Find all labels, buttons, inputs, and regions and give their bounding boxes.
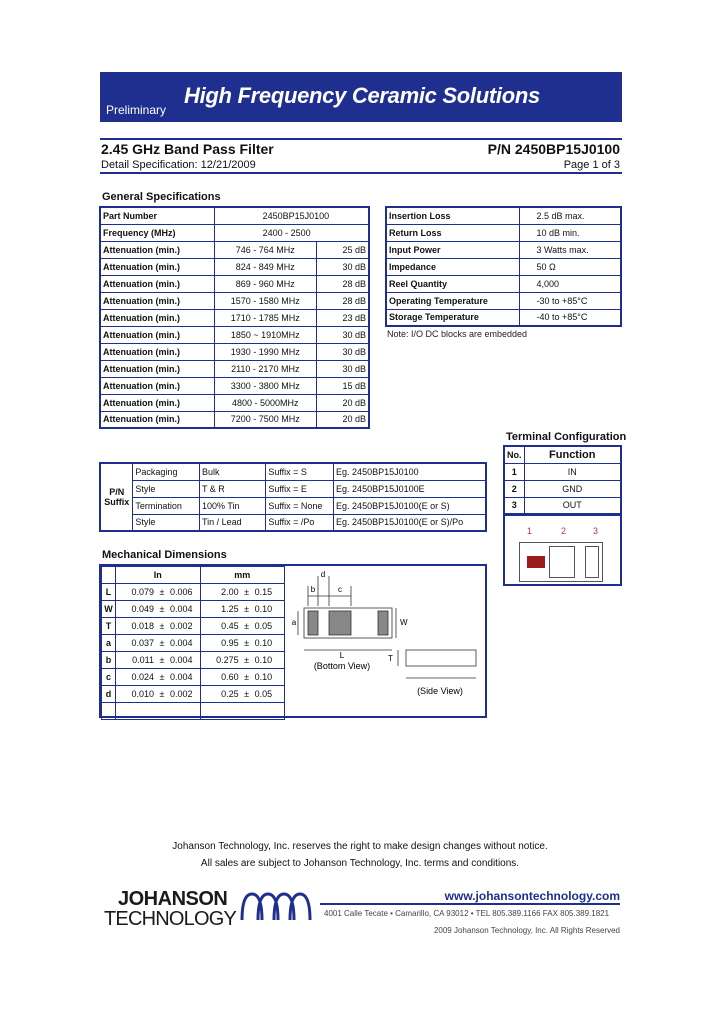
spec-label: Insertion Loss — [386, 207, 520, 224]
plus-minus: ± — [244, 621, 250, 631]
table-row — [100, 480, 486, 497]
dim-label-c: c — [338, 585, 342, 594]
spec-label: Attenuation (min.) — [100, 394, 214, 411]
dim-label-w: W — [400, 618, 408, 627]
dim-tolerance: 0.10 — [254, 604, 273, 614]
terminal-function: OUT — [524, 497, 621, 514]
spec-value: 2450BP15J0100 — [214, 207, 369, 224]
dim-key: L — [102, 584, 116, 601]
spec-value: 4,000 — [520, 275, 621, 292]
dim-tolerance: 0.05 — [254, 621, 273, 631]
suffix-label: Suffix — [104, 497, 130, 507]
pn-label: P/N — [109, 487, 125, 497]
table-row — [100, 224, 369, 241]
spec-value: 746 - 764 MHz — [214, 241, 316, 258]
spec-unit: 20 dB — [316, 394, 369, 411]
spec-label: Storage Temperature — [386, 309, 520, 326]
dim-inch — [115, 618, 200, 635]
spec-value: 869 - 960 MHz — [214, 275, 316, 292]
dim-mm — [200, 635, 284, 652]
table-row — [100, 394, 369, 411]
suffix-code: Suffix = None — [266, 497, 334, 514]
terminal-diagram-box — [503, 514, 622, 586]
table-row — [100, 326, 369, 343]
dim-inch — [115, 669, 200, 686]
terminal-header-no: No. — [504, 446, 524, 463]
spec-label: Part Number — [100, 207, 214, 224]
footer-rule — [320, 903, 620, 905]
spec-value: 3 Watts max. — [520, 241, 621, 258]
dim-value: 0.95 — [221, 638, 239, 648]
logo-johanson: JOHANSON — [118, 888, 228, 910]
terminal-header-function: Function — [524, 446, 621, 463]
plus-minus: ± — [244, 604, 250, 614]
dim-mm — [200, 652, 284, 669]
website-link[interactable]: www.johansontechnology.com — [444, 889, 620, 903]
plus-minus: ± — [159, 621, 165, 631]
dim-mm — [200, 601, 284, 618]
suffix-example: Eg. 2450BP15J0100 — [334, 463, 486, 480]
dim-value: 0.010 — [131, 689, 154, 699]
spec-value: 1570 - 1580 MHz — [214, 292, 316, 309]
spec-label: Attenuation (min.) — [100, 411, 214, 428]
dim-tolerance: 0.05 — [254, 689, 273, 699]
spec-value: 2110 - 2170 MHz — [214, 360, 316, 377]
dim-label-t: T — [388, 654, 393, 663]
suffix-example: Eg. 2450BP15J0100(E or S) — [334, 497, 486, 514]
table-row — [102, 669, 285, 686]
dim-inch — [115, 652, 200, 669]
spec-label: Attenuation (min.) — [100, 326, 214, 343]
spec-value: 7200 - 7500 MHz — [214, 411, 316, 428]
spec-label: Impedance — [386, 258, 520, 275]
dim-key: W — [102, 601, 116, 618]
table-row — [100, 258, 369, 275]
table-row — [102, 618, 285, 635]
general-spec-title: General Specifications — [102, 191, 221, 203]
spec-label: Operating Temperature — [386, 292, 520, 309]
terminal-function: IN — [524, 463, 621, 480]
suffix-category: Packaging — [133, 463, 200, 480]
part-number: P/N 2450BP15J0100 — [487, 141, 620, 157]
spec-value: 50 Ω — [520, 258, 621, 275]
disclaimer-line1: Johanson Technology, Inc. reserves the right to make design changes without notice. — [172, 841, 548, 852]
pad-out — [585, 546, 599, 578]
plus-minus: ± — [244, 587, 250, 597]
dim-tolerance: 0.004 — [169, 638, 193, 648]
spec-date: Detail Specification: 12/21/2009 — [101, 159, 256, 171]
table-row — [386, 241, 621, 258]
spec-label: Attenuation (min.) — [100, 258, 214, 275]
suffix-category: Style — [133, 480, 200, 497]
spec-value: 10 dB min. — [520, 224, 621, 241]
pn-suffix-label — [100, 463, 133, 531]
spec-label: Reel Quantity — [386, 275, 520, 292]
dim-label-a: a — [291, 618, 297, 627]
dim-label-b: b — [310, 585, 316, 594]
spec-label: Attenuation (min.) — [100, 343, 214, 360]
plus-minus: ± — [159, 655, 165, 665]
spec-unit: 30 dB — [316, 326, 369, 343]
col-in: In — [115, 567, 200, 584]
spec-label: Attenuation (min.) — [100, 275, 214, 292]
spec-label: Attenuation (min.) — [100, 309, 214, 326]
suffix-option: Bulk — [199, 463, 265, 480]
suffix-example: Eg. 2450BP15J0100(E or S)/Po — [334, 514, 486, 531]
dim-value: 0.25 — [221, 689, 239, 699]
general-spec-right-table — [385, 206, 622, 327]
copyright: 2009 Johanson Technology, Inc. All Rights Reserved — [433, 926, 620, 935]
spec-value: 2.5 dB max. — [520, 207, 621, 224]
plus-minus: ± — [244, 672, 250, 682]
pad-gnd — [549, 546, 575, 578]
suffix-category: Style — [133, 514, 200, 531]
spec-label: Frequency (MHz) — [100, 224, 214, 241]
company-address: 4001 Calle Tecate • Camarillo, CA 93012 • TEL 805.389.1166 FAX 805.389.1821 — [324, 909, 610, 918]
dim-label-d: d — [320, 570, 326, 579]
spec-value: 2400 - 2500 — [214, 224, 369, 241]
dc-block-note: Note: I/O DC blocks are embedded — [387, 329, 528, 339]
dim-key: b — [102, 652, 116, 669]
plus-minus: ± — [159, 604, 165, 614]
table-row — [504, 463, 621, 480]
table-row — [100, 411, 369, 428]
spec-value: 3300 - 3800 MHz — [214, 377, 316, 394]
dim-key: c — [102, 669, 116, 686]
spec-label: Attenuation (min.) — [100, 292, 214, 309]
table-row — [100, 207, 369, 224]
plus-minus: ± — [159, 672, 165, 682]
table-row — [100, 241, 369, 258]
dimension-drawing — [288, 568, 484, 708]
plus-minus: ± — [159, 638, 165, 648]
terminal-no: 2 — [504, 480, 524, 497]
table-row — [102, 686, 285, 703]
table-row — [100, 514, 486, 531]
table-row — [100, 360, 369, 377]
dim-label-l: L — [339, 651, 345, 660]
spec-unit: 28 dB — [316, 292, 369, 309]
general-spec-left-table — [99, 206, 370, 429]
plus-minus: ± — [159, 587, 165, 597]
spec-label: Attenuation (min.) — [100, 377, 214, 394]
terminal-no: 3 — [504, 497, 524, 514]
disclaimer-line2: All sales are subject to Johanson Technology, Inc. terms and conditions. — [200, 858, 520, 869]
table-row — [100, 309, 369, 326]
pn-suffix-table — [99, 462, 487, 532]
table-row — [386, 292, 621, 309]
spec-unit: 30 dB — [316, 258, 369, 275]
dim-inch — [115, 686, 200, 703]
table-row — [102, 652, 285, 669]
side-view-label: (Side View) — [417, 686, 463, 696]
spec-unit: 15 dB — [316, 377, 369, 394]
table-row — [100, 292, 369, 309]
spec-unit: 28 dB — [316, 275, 369, 292]
preliminary-label: Preliminary — [106, 103, 167, 117]
dim-tolerance: 0.15 — [254, 587, 273, 597]
suffix-option: T & R — [199, 480, 265, 497]
table-row — [102, 635, 285, 652]
dim-key: a — [102, 635, 116, 652]
plus-minus: ± — [244, 655, 250, 665]
document-header — [100, 138, 622, 174]
spec-unit: 30 dB — [316, 343, 369, 360]
table-row — [102, 584, 285, 601]
dim-tolerance: 0.004 — [169, 604, 193, 614]
dim-value: 0.45 — [221, 621, 239, 631]
pin-label: 3 — [593, 526, 599, 536]
terminal-function: GND — [524, 480, 621, 497]
spec-value: -40 to +85°C — [520, 309, 621, 326]
dim-tolerance: 0.10 — [254, 638, 273, 648]
spec-unit: 30 dB — [316, 360, 369, 377]
table-row — [100, 497, 486, 514]
dim-tolerance: 0.004 — [169, 655, 193, 665]
bottom-view-label: (Bottom View) — [313, 661, 371, 671]
logo-technology: TECHNOLOGY — [104, 908, 237, 930]
dim-value: 2.00 — [221, 587, 239, 597]
suffix-option: Tin / Lead — [199, 514, 265, 531]
table-row — [386, 309, 621, 326]
pin-label: 1 — [527, 526, 533, 536]
dim-key: d — [102, 686, 116, 703]
terminal-config-title: Terminal Configuration — [506, 431, 627, 443]
table-row — [386, 258, 621, 275]
dim-inch — [115, 635, 200, 652]
suffix-code: Suffix = /Po — [266, 514, 334, 531]
banner-title: High Frequency Ceramic Solutions — [184, 83, 540, 108]
dim-key: T — [102, 618, 116, 635]
dim-value: 0.079 — [131, 587, 154, 597]
spec-label: Attenuation (min.) — [100, 360, 214, 377]
table-row — [386, 275, 621, 292]
dim-value: 1.25 — [221, 604, 239, 614]
table-row — [100, 275, 369, 292]
spec-value: 1850 ~ 1910MHz — [214, 326, 316, 343]
product-name: 2.45 GHz Band Pass Filter — [101, 141, 274, 157]
dim-mm — [200, 584, 284, 601]
dim-mm — [200, 618, 284, 635]
spec-label: Attenuation (min.) — [100, 241, 214, 258]
spec-unit: 20 dB — [316, 411, 369, 428]
terminal-config-table — [503, 445, 622, 515]
page-number: Page 1 of 3 — [563, 159, 620, 171]
plus-minus: ± — [159, 689, 165, 699]
table-row — [386, 207, 621, 224]
table-row — [504, 497, 621, 514]
suffix-category: Termination — [133, 497, 200, 514]
spec-value: 1930 - 1990 MHz — [214, 343, 316, 360]
dim-tolerance: 0.10 — [254, 672, 273, 682]
dim-mm — [200, 669, 284, 686]
dim-mm — [200, 686, 284, 703]
dim-value: 0.60 — [221, 672, 239, 682]
dim-tolerance: 0.002 — [169, 689, 193, 699]
dim-tolerance: 0.004 — [169, 672, 193, 682]
spec-value: 824 - 849 MHz — [214, 258, 316, 275]
mechanical-title: Mechanical Dimensions — [102, 549, 227, 561]
title-banner — [100, 72, 622, 122]
spec-unit: 23 dB — [316, 309, 369, 326]
table-row — [100, 343, 369, 360]
logo-waves-icon — [238, 890, 320, 926]
table-row — [504, 480, 621, 497]
dim-inch — [115, 601, 200, 618]
spec-value: -30 to +85°C — [520, 292, 621, 309]
spec-value: 1710 - 1785 MHz — [214, 309, 316, 326]
dim-tolerance: 0.10 — [254, 655, 273, 665]
spec-label: Return Loss — [386, 224, 520, 241]
suffix-code: Suffix = S — [266, 463, 334, 480]
dim-value: 0.049 — [131, 604, 154, 614]
spec-value: 4800 - 5000MHz — [214, 394, 316, 411]
dim-tolerance: 0.002 — [169, 621, 193, 631]
dim-value: 0.024 — [131, 672, 154, 682]
table-row — [100, 377, 369, 394]
col-mm: mm — [200, 567, 284, 584]
dim-value: 0.275 — [216, 655, 239, 665]
pad-in — [527, 556, 545, 568]
dim-tolerance: 0.006 — [169, 587, 193, 597]
suffix-code: Suffix = E — [266, 480, 334, 497]
mechanical-table — [101, 566, 285, 720]
table-row — [386, 224, 621, 241]
dim-inch — [115, 584, 200, 601]
table-row — [100, 463, 486, 480]
suffix-example: Eg. 2450BP15J0100E — [334, 480, 486, 497]
spec-label: Input Power — [386, 241, 520, 258]
suffix-option: 100% Tin — [199, 497, 265, 514]
plus-minus: ± — [244, 638, 250, 648]
spec-unit: 25 dB — [316, 241, 369, 258]
pin-label: 2 — [561, 526, 567, 536]
table-row — [102, 601, 285, 618]
dim-value: 0.011 — [132, 655, 154, 665]
dim-value: 0.018 — [131, 621, 154, 631]
plus-minus: ± — [244, 689, 250, 699]
terminal-no: 1 — [504, 463, 524, 480]
dim-value: 0.037 — [131, 638, 154, 648]
